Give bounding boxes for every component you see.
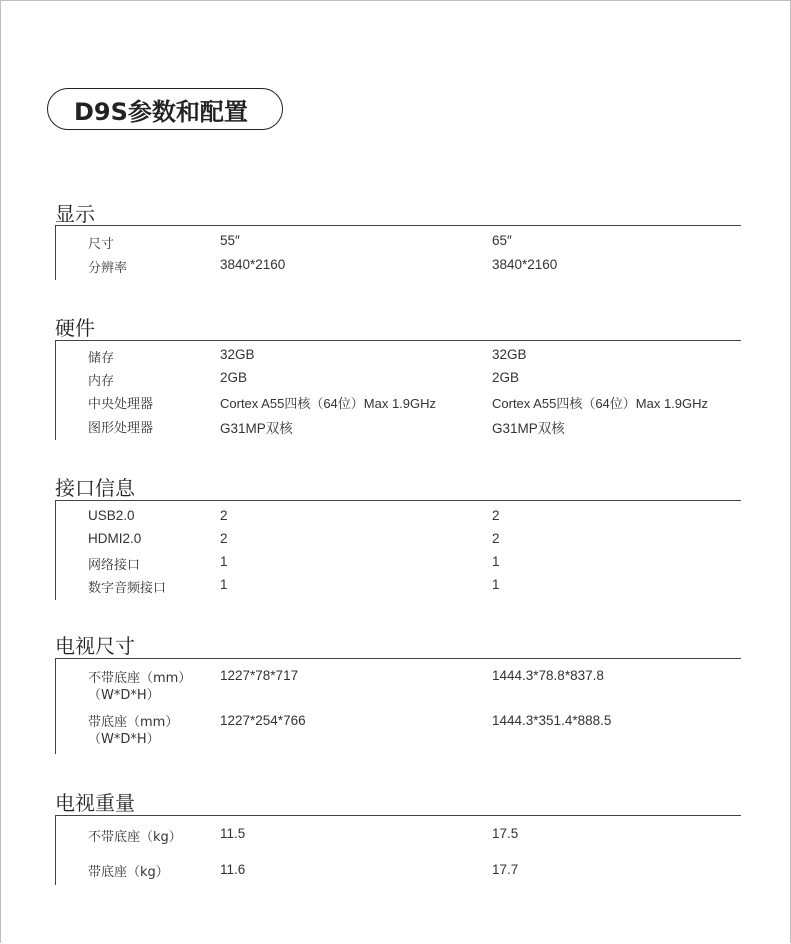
row-value-55: 3840*2160 [220,257,286,272]
row-value-65: 3840*2160 [492,257,558,272]
row-label: 中央处理器 [88,397,154,412]
row-value-65: 1 [492,554,500,569]
section-bracket [55,500,56,600]
row-label: 带底座（mm） [88,715,179,730]
row-value-55: 2 [220,508,228,523]
section-title-hardware: 硬件 [55,316,95,340]
row-value-65: 17.5 [492,826,519,841]
row-value-65: 65″ [492,233,512,248]
row-value-55: G31MP双核 [220,421,293,436]
section-divider [55,340,741,341]
section-divider [55,658,741,659]
page-title: D9S参数和配置 [47,88,283,130]
row-label: 数字音频接口 [88,581,167,596]
row-value-65: 2GB [492,370,520,385]
row-label: 不带底座（mm） [88,671,192,686]
section-divider [55,225,741,226]
row-label: USB2.0 [88,508,135,523]
row-value-55: 11.6 [220,862,246,877]
section-title-size: 电视尺寸 [55,634,135,658]
row-value-65: 1444.3*78.8*837.8 [492,668,604,683]
row-label: 内存 [88,374,115,389]
section-title-weight: 电视重量 [55,791,135,815]
row-value-55: 32GB [220,347,255,362]
row-label: 带底座（kg） [88,865,169,880]
row-value-65: 2 [492,508,500,523]
section-bracket [55,340,56,440]
row-value-55: 1227*254*766 [220,713,306,728]
row-value-55: 11.5 [220,826,246,841]
row-value-55: 1 [220,554,228,569]
row-value-55: 1227*78*717 [220,668,299,683]
section-divider [55,500,741,501]
row-label: 不带底座（kg） [88,830,182,845]
section-bracket [55,225,56,280]
section-divider [55,815,741,816]
row-value-55: 2GB [220,370,248,385]
section-title-ports: 接口信息 [55,476,135,500]
row-label-sub: （W*D*H） [88,688,160,703]
row-label: HDMI2.0 [88,531,142,546]
row-value-55: 55″ [220,233,240,248]
row-label: 图形处理器 [88,421,154,436]
row-value-65: G31MP双核 [492,421,565,436]
section-bracket [55,658,56,754]
row-value-55: 1 [220,577,228,592]
row-value-55: 2 [220,531,228,546]
row-label-sub: （W*D*H） [88,732,160,747]
row-label: 网络接口 [88,558,141,573]
row-value-65: 1444.3*351.4*888.5 [492,713,612,728]
row-label: 储存 [88,351,115,366]
row-value-65: 32GB [492,347,527,362]
section-bracket [55,815,56,885]
row-value-65: 17.7 [492,862,519,877]
row-value-65: 2 [492,531,500,546]
row-label: 尺寸 [88,237,115,252]
row-value-55: Cortex A55四核（64位）Max 1.9GHz [220,396,437,411]
row-value-65: Cortex A55四核（64位）Max 1.9GHz [492,396,709,411]
row-label: 分辨率 [88,261,128,276]
row-value-65: 1 [492,577,500,592]
section-title-display: 显示 [55,202,95,226]
